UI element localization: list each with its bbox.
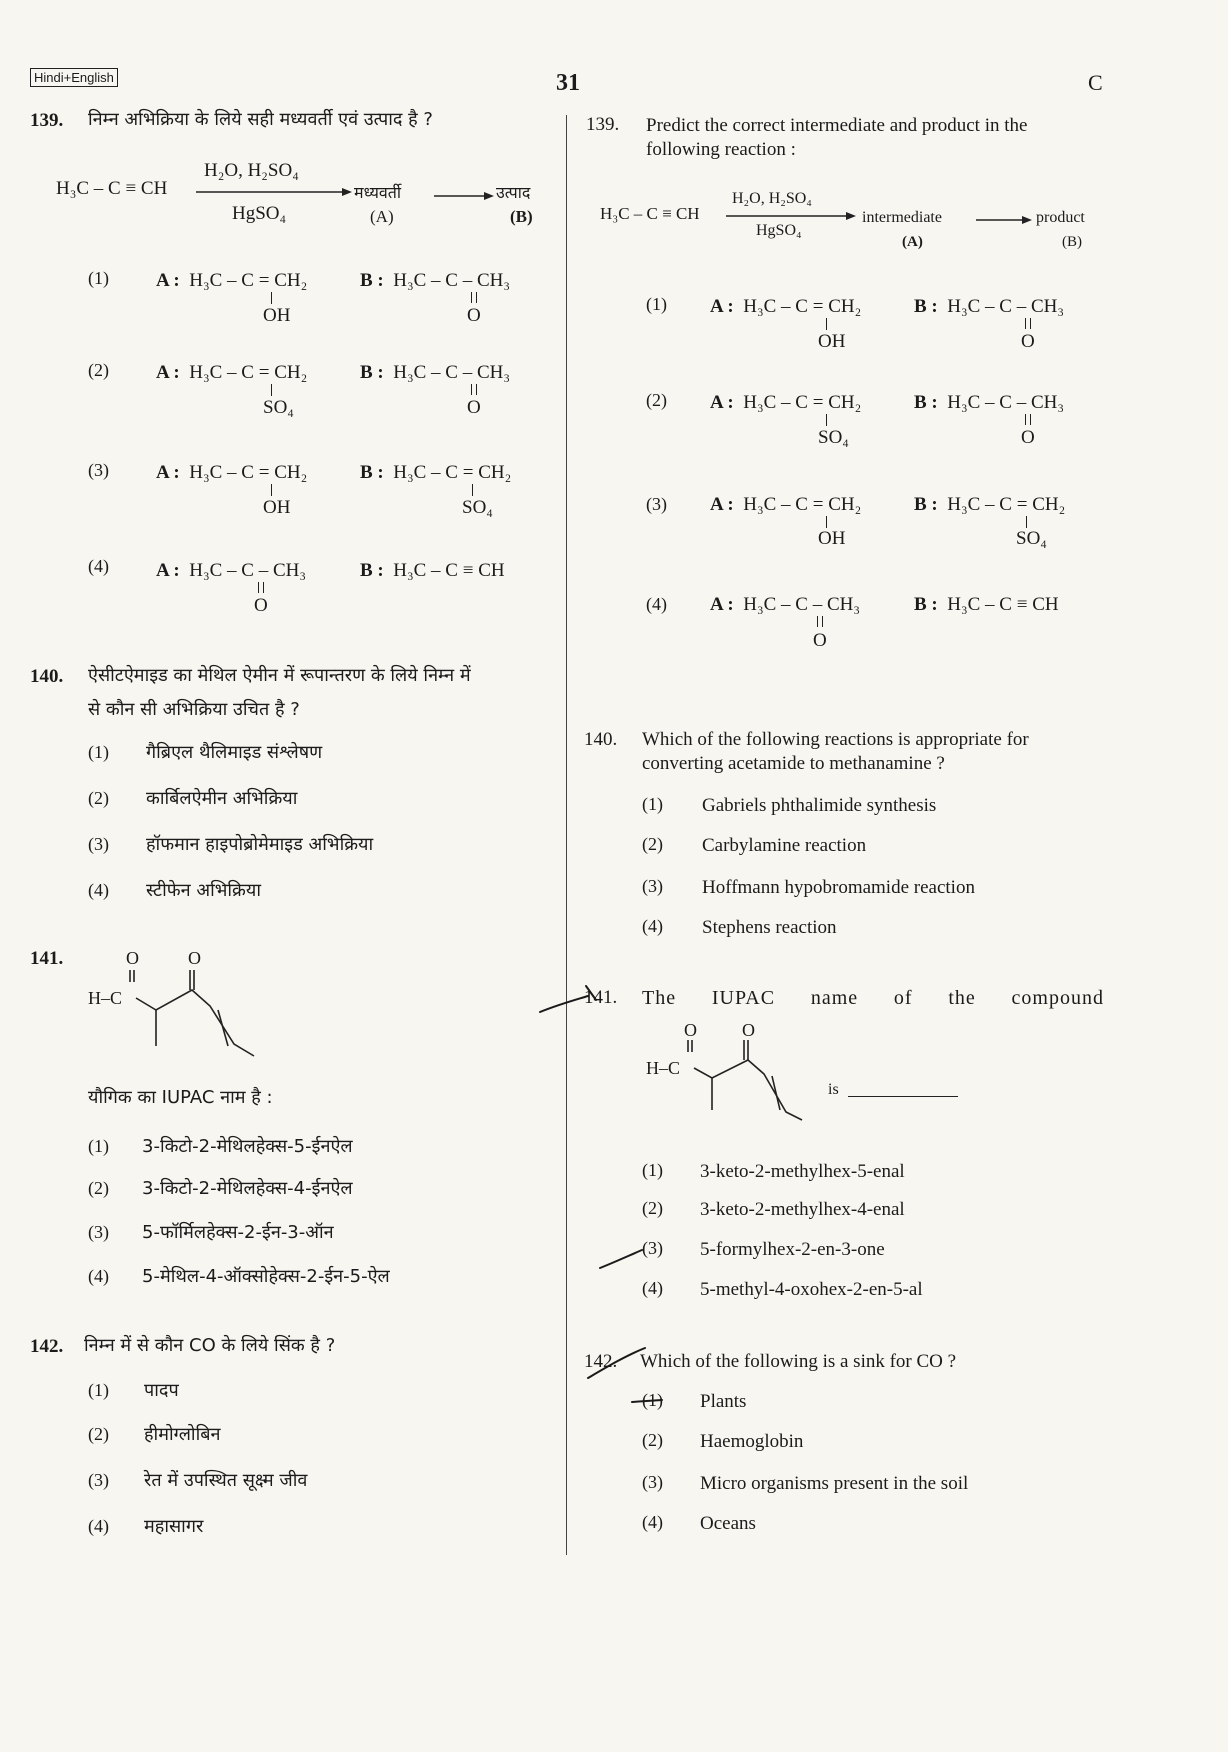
label-b: (B) bbox=[510, 207, 533, 226]
formula-text: CH₃ bbox=[1030, 296, 1064, 317]
formula-text: C bbox=[795, 594, 808, 615]
formula-text: C bbox=[445, 462, 458, 483]
formula-text: CH bbox=[478, 560, 505, 581]
formula-text: CH₂ bbox=[828, 494, 862, 515]
formula-text: CH₂ bbox=[478, 462, 512, 483]
page-number: 31 bbox=[556, 70, 580, 96]
formula-text: C bbox=[241, 462, 254, 483]
question-text: converting acetamide to methanamine ? bbox=[642, 753, 945, 774]
question-number: 142. bbox=[584, 1351, 618, 1372]
option-text: 5-फॉर्मिलहेक्स-2-ईन-3-ऑन bbox=[142, 1222, 334, 1243]
formula-text: H₃C bbox=[743, 594, 777, 615]
formula-text: CH₂ bbox=[274, 270, 308, 291]
option-text: गैब्रिएल थैलिमाइड संश्लेषण bbox=[146, 742, 323, 763]
substituent: OH bbox=[263, 305, 291, 326]
option-text: Micro organisms present in the soil bbox=[700, 1473, 969, 1494]
substituent: SO₄ bbox=[1016, 528, 1047, 549]
pen-stroke bbox=[600, 1250, 642, 1268]
formula-text: C bbox=[999, 594, 1012, 615]
option-number: (4) bbox=[88, 1516, 109, 1536]
reaction-arrow bbox=[974, 214, 1034, 226]
formula-text: C bbox=[795, 494, 808, 515]
question-number: 139. bbox=[30, 110, 64, 131]
double-bond bbox=[471, 384, 477, 395]
option-number: (1) bbox=[642, 1390, 663, 1410]
formula-text: H₃C bbox=[947, 594, 981, 615]
option-number: (3) bbox=[646, 494, 667, 514]
intermediate-label: मध्यवर्ती bbox=[354, 183, 402, 202]
single-bond bbox=[826, 318, 827, 330]
atom-o: O bbox=[684, 1020, 697, 1040]
formula-text: H₃C bbox=[743, 296, 777, 317]
single-bond bbox=[472, 484, 473, 496]
question-text: ऐसीटऐमाइड का मेथिल ऐमीन में रूपान्तरण के लिये निम्न में bbox=[88, 665, 471, 686]
option-text: Gabriels phthalimide synthesis bbox=[702, 795, 937, 816]
formula-text: CH₃ bbox=[826, 594, 860, 615]
substituent: O bbox=[1021, 427, 1035, 448]
b-label: B : bbox=[914, 494, 938, 515]
option-number: (2) bbox=[88, 1424, 109, 1444]
formula-text: C bbox=[445, 560, 458, 581]
option-text: 5-मेथिल-4-ऑक्सोहेक्स-2-ईन-5-ऐल bbox=[142, 1266, 390, 1287]
option-number: (3) bbox=[642, 876, 663, 896]
option-number: (2) bbox=[88, 1178, 109, 1198]
formula-text: CH₂ bbox=[1032, 494, 1066, 515]
a-label: A : bbox=[156, 270, 180, 291]
substituent: O bbox=[813, 630, 827, 651]
option-number: (4) bbox=[88, 1266, 109, 1286]
formula-text: H₃C bbox=[947, 392, 981, 413]
b-label: B : bbox=[360, 462, 384, 483]
single-bond bbox=[271, 384, 272, 396]
option-number: (3) bbox=[88, 834, 109, 854]
question-text: निम्न में से कौन CO के लिये सिंक है ? bbox=[84, 1335, 336, 1356]
formula-text: H₃C bbox=[393, 270, 427, 291]
question-number: 142. bbox=[30, 1336, 64, 1357]
option-number: (2) bbox=[642, 834, 663, 854]
language-tag: Hindi+English bbox=[30, 68, 118, 87]
b-label: B : bbox=[914, 296, 938, 317]
formula-text: C bbox=[241, 270, 254, 291]
single-bond bbox=[271, 292, 272, 304]
reaction-arrow bbox=[432, 190, 496, 202]
question-number: 140. bbox=[30, 666, 64, 687]
formula-text: CH₃ bbox=[476, 270, 510, 291]
product-label: product bbox=[1036, 209, 1085, 226]
formula-text: H₃C bbox=[393, 462, 427, 483]
option-text: रेत में उपस्थित सूक्ष्म जीव bbox=[144, 1470, 308, 1491]
option-number: (1) bbox=[88, 268, 109, 288]
option-number: (1) bbox=[646, 294, 667, 314]
option-number: (2) bbox=[88, 788, 109, 808]
option-text: हीमोग्लोबिन bbox=[144, 1424, 221, 1445]
option-number: (1) bbox=[88, 742, 109, 762]
question-text: Predict the correct intermediate and product in the bbox=[646, 115, 1028, 136]
formula-text: H₃C bbox=[189, 560, 223, 581]
a-label: A : bbox=[156, 362, 180, 383]
option-text: Plants bbox=[700, 1391, 747, 1412]
option-number: (4) bbox=[646, 594, 667, 614]
a-label: A : bbox=[710, 494, 734, 515]
reagent-top: H₂O, H₂SO₄ bbox=[732, 190, 812, 207]
substituent: SO₄ bbox=[462, 497, 493, 518]
option-number: (2) bbox=[642, 1198, 663, 1218]
reagent-top: H₂O, H₂SO₄ bbox=[204, 160, 299, 181]
reactant: H₃C – C ≡ CH bbox=[56, 178, 168, 199]
substituent: SO₄ bbox=[818, 427, 849, 448]
option-number: (2) bbox=[646, 390, 667, 410]
substituent: O bbox=[254, 595, 268, 616]
atom-o: O bbox=[742, 1020, 755, 1040]
formula-text: CH₂ bbox=[828, 296, 862, 317]
question-number: 141. bbox=[30, 948, 64, 969]
option-number: (4) bbox=[88, 556, 109, 576]
reagent-bottom: HgSO₄ bbox=[756, 222, 802, 239]
atom-o: O bbox=[188, 948, 201, 968]
b-label: B : bbox=[914, 392, 938, 413]
double-bond bbox=[471, 292, 477, 303]
booklet-code: C bbox=[1088, 70, 1103, 95]
option-text: Haemoglobin bbox=[700, 1431, 804, 1452]
substituent: O bbox=[1021, 331, 1035, 352]
a-label: A : bbox=[710, 594, 734, 615]
intermediate-label: intermediate bbox=[862, 209, 942, 226]
question-text: Which of the following is a sink for CO ? bbox=[640, 1351, 957, 1372]
option-number: (3) bbox=[642, 1472, 663, 1492]
is-label: is bbox=[828, 1081, 839, 1098]
question-word: name bbox=[810, 987, 859, 1009]
option-text: 3-किटो-2-मेथिलहेक्स-4-ईनऐल bbox=[142, 1178, 353, 1199]
formula-text: H₃C bbox=[743, 392, 777, 413]
option-number: (2) bbox=[88, 360, 109, 380]
option-text: 5-formylhex-2-en-3-one bbox=[700, 1239, 885, 1260]
single-bond bbox=[1026, 516, 1027, 528]
option-number: (1) bbox=[88, 1136, 109, 1156]
option-text: कार्बिलऐमीन अभिक्रिया bbox=[146, 788, 298, 809]
formula-text: CH₃ bbox=[272, 560, 306, 581]
question-word: compound bbox=[1011, 987, 1104, 1009]
a-label: A : bbox=[156, 462, 180, 483]
formula-text: C bbox=[999, 392, 1012, 413]
label-a: (A) bbox=[902, 234, 923, 250]
formula-text: CH₂ bbox=[274, 362, 308, 383]
question-text: Which of the following reactions is appropriate for bbox=[642, 729, 1029, 750]
option-number: (4) bbox=[88, 880, 109, 900]
option-text: 5-methyl-4-oxohex-2-en-5-al bbox=[700, 1279, 923, 1300]
formula-text: H₃C bbox=[947, 296, 981, 317]
formula-text: CH₂ bbox=[828, 392, 862, 413]
formula-text: H₃C bbox=[393, 362, 427, 383]
a-label: A : bbox=[156, 560, 180, 581]
option-number: (1) bbox=[88, 1380, 109, 1400]
formula-text: H₃C bbox=[189, 462, 223, 483]
formula-text: CH₃ bbox=[476, 362, 510, 383]
label-a: (A) bbox=[370, 207, 394, 226]
option-text: Carbylamine reaction bbox=[702, 835, 867, 856]
label-b: (B) bbox=[1062, 234, 1082, 250]
option-number: (3) bbox=[642, 1238, 663, 1258]
question-text: यौगिक का IUPAC नाम है : bbox=[88, 1087, 273, 1108]
b-label: B : bbox=[360, 362, 384, 383]
formula-text: C bbox=[999, 494, 1012, 515]
reaction-arrow bbox=[724, 210, 858, 222]
option-number: (4) bbox=[642, 1278, 663, 1298]
formula-text: C bbox=[999, 296, 1012, 317]
question-text bbox=[642, 986, 1104, 1010]
question-word: IUPAC bbox=[711, 987, 776, 1009]
formula-text: C bbox=[241, 560, 254, 581]
double-bond bbox=[1025, 414, 1031, 425]
structure-diagram bbox=[84, 946, 274, 1064]
option-number: (4) bbox=[642, 1512, 663, 1532]
single-bond bbox=[826, 516, 827, 528]
option-number: (3) bbox=[88, 1222, 109, 1242]
reactant: H₃C – C ≡ CH bbox=[600, 204, 700, 223]
option-number: (3) bbox=[88, 460, 109, 480]
formula-text: CH bbox=[1032, 594, 1059, 615]
option-text: हॉफमान हाइपोब्रोमेमाइड अभिक्रिया bbox=[146, 834, 374, 855]
formula-text: CH₂ bbox=[274, 462, 308, 483]
atom-h-c: H–C bbox=[88, 988, 123, 1008]
formula-text: H₃C bbox=[189, 270, 223, 291]
substituent: SO₄ bbox=[263, 397, 294, 418]
formula-text: C bbox=[795, 296, 808, 317]
option-number: (2) bbox=[642, 1430, 663, 1450]
product-label: उत्पाद bbox=[496, 183, 531, 202]
a-label: A : bbox=[710, 296, 734, 317]
option-text: पादप bbox=[144, 1380, 179, 1401]
question-word: The bbox=[642, 987, 677, 1009]
double-bond bbox=[817, 616, 823, 627]
question-text: निम्न अभिक्रिया के लिये सही मध्यवर्ती एवं उत्पाद है ? bbox=[88, 109, 433, 130]
substituent: O bbox=[467, 305, 481, 326]
question-word: the bbox=[948, 987, 976, 1009]
option-text: महासागर bbox=[144, 1516, 204, 1537]
formula-text: CH₃ bbox=[1030, 392, 1064, 413]
option-text: 3-keto-2-methylhex-4-enal bbox=[700, 1199, 905, 1220]
substituent: OH bbox=[818, 528, 846, 549]
question-number: 140. bbox=[584, 729, 618, 750]
reaction-arrow bbox=[194, 186, 354, 198]
double-bond bbox=[1025, 318, 1031, 329]
reagent-bottom: HgSO₄ bbox=[232, 203, 287, 224]
formula-text: H₃C bbox=[947, 494, 981, 515]
formula-text: C bbox=[241, 362, 254, 383]
column-divider bbox=[566, 115, 567, 1555]
question-text: से कौन सी अभिक्रिया उचित है ? bbox=[88, 699, 300, 720]
b-label: B : bbox=[914, 594, 938, 615]
single-bond bbox=[271, 484, 272, 496]
formula-text: H₃C bbox=[393, 560, 427, 581]
substituent: OH bbox=[818, 331, 846, 352]
option-text: Oceans bbox=[700, 1513, 756, 1534]
question-number: 141. bbox=[584, 987, 618, 1008]
atom-h-c: H–C bbox=[646, 1058, 681, 1078]
a-label: A : bbox=[710, 392, 734, 413]
option-text: स्टीफेन अभिक्रिया bbox=[146, 880, 261, 901]
option-text: Stephens reaction bbox=[702, 917, 837, 938]
option-text: 3-किटो-2-मेथिलहेक्स-5-ईनऐल bbox=[142, 1136, 353, 1157]
atom-o: O bbox=[126, 948, 139, 968]
question-number: 139. bbox=[586, 114, 620, 135]
formula-text: C bbox=[445, 270, 458, 291]
option-text: Hoffmann hypobromamide reaction bbox=[702, 877, 975, 898]
b-label: B : bbox=[360, 560, 384, 581]
option-number: (4) bbox=[642, 916, 663, 936]
single-bond bbox=[826, 414, 827, 426]
b-label: B : bbox=[360, 270, 384, 291]
question-word: of bbox=[893, 987, 913, 1009]
formula-text: H₃C bbox=[189, 362, 223, 383]
structure-diagram bbox=[640, 1018, 830, 1124]
answer-blank bbox=[848, 1096, 958, 1097]
option-number: (3) bbox=[88, 1470, 109, 1490]
option-number: (1) bbox=[642, 1160, 663, 1180]
substituent: OH bbox=[263, 497, 291, 518]
formula-text: C bbox=[445, 362, 458, 383]
question-text: following reaction : bbox=[646, 139, 796, 160]
formula-text: C bbox=[795, 392, 808, 413]
formula-text: H₃C bbox=[743, 494, 777, 515]
option-text: 3-keto-2-methylhex-5-enal bbox=[700, 1161, 905, 1182]
option-number: (1) bbox=[642, 794, 663, 814]
pen-stroke bbox=[540, 996, 588, 1012]
substituent: O bbox=[467, 397, 481, 418]
double-bond bbox=[258, 582, 264, 593]
